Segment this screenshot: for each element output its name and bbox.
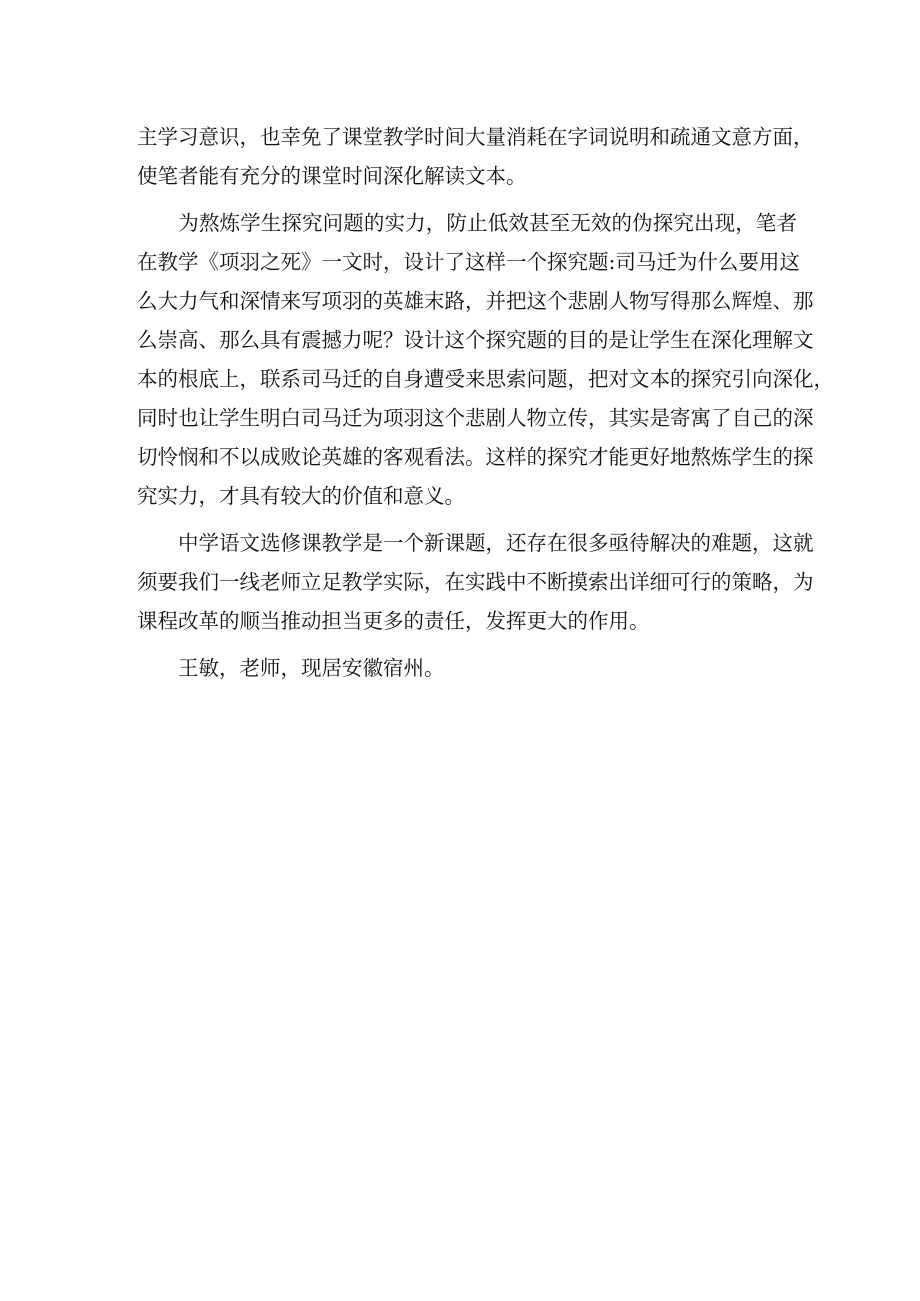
text-line: 须要我们一线老师立足教学实际，在实践中不断摸索出详细可行的策略，为 [137,570,814,594]
paragraph-inquiry-design [137,204,834,516]
text-line: 课程改革的顺当推动担当更多的责任，发挥更大的作用。 [137,609,650,633]
text-line: 么大力气和深情来写项羽的英雄末路，并把这个悲剧人物写得那么辉煌、那 [137,289,814,313]
text-line: 在教学《项羽之死》一文时，设计了这样一个探究题:司马迁为什么要用这 [137,250,800,274]
text-line: 为熬炼学生探究问题的实力，防止低效甚至无效的伪探究出现，笔者 [137,211,797,235]
text-line: 主学习意识，也幸免了课堂教学时间大量消耗在字词说明和疏通文意方面， [137,125,814,149]
text-line: 切怜悯和不以成败论英雄的客观看法。这样的探究才能更好地熬炼学生的探 [137,445,814,469]
paragraph-conclusion [137,524,814,641]
text-line: 中学语文选修课教学是一个新课题，还存在很多亟待解决的难题，这就 [137,531,814,555]
text-line: 本的根底上，联系司马迁的自身遭受来思索问题，把对文本的探究引向深化， [137,367,834,391]
author-note [137,649,797,688]
document-body [137,118,834,688]
paragraph-continuation [137,118,814,196]
text-line: 使笔者能有充分的课堂时间深化解读文本。 [137,164,527,188]
text-line: 同时也让学生明白司马迁为项羽这个悲剧人物立传，其实是寄寓了自己的深 [137,406,814,430]
text-line: 究实力，才具有较大的价值和意义。 [137,484,465,508]
text-line: 么崇高、那么具有震撼力呢？设计这个探究题的目的是让学生在深化理解文 [137,328,814,352]
text-line: 王敏，老师，现居安徽宿州。 [137,656,445,680]
